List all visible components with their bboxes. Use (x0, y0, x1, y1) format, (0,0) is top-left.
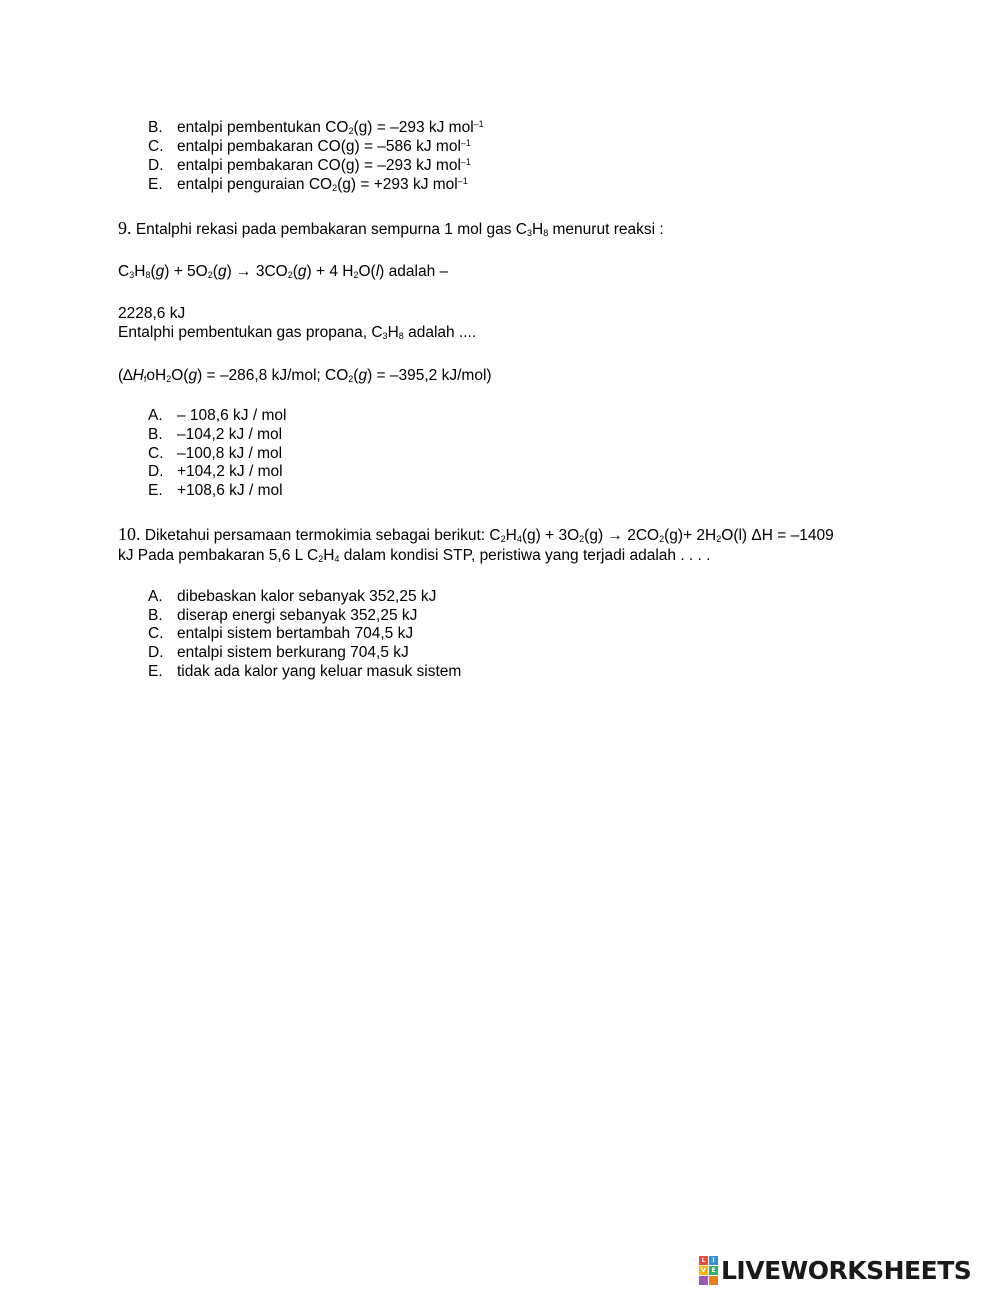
logo-cell (699, 1276, 708, 1285)
q9-stem-text: Entalphi rekasi pada pembakaran sempurna 1 mol gas $C_3H_8$ menurut reaksi : (135, 221, 664, 238)
q10-stem-line1: 10. Diketahui persamaan termokimia sebagai berikut: $C_2H_4(g) + 3O_2(g) \to 2CO_2(g)+ 2H_2O(l) \Delta H = -1409$ (118, 524, 834, 544)
q10-option-d (148, 643, 409, 662)
q10-option-b (148, 606, 417, 625)
q8-option-d (148, 156, 471, 175)
q8-option-b (148, 118, 484, 137)
brand-name: LIVEWORKSHEETS (721, 1255, 972, 1285)
option-letter: A. (148, 588, 163, 605)
logo-cell: L (699, 1256, 708, 1265)
option-letter: E. (148, 176, 163, 193)
option-text: +104,2 kJ / mol (177, 463, 283, 480)
q10-stem-text: Diketahui persamaan termokimia sebagai berikut: $C_2H_4(g) + 3O_2(g) \to 2CO_2(g)+ 2H_2O(l) \Delta H = -1409$ (144, 527, 834, 544)
option-letter: D. (148, 463, 164, 480)
option-text: –100,8 kJ / mol (177, 445, 283, 462)
logo-cell: E (709, 1266, 718, 1275)
option-letter: B. (148, 607, 163, 624)
q9-stem-line1: 9. Entalphi rekasi pada pembakaran sempurna 1 mol gas $C_3H_8$ menurut reaksi : (118, 218, 664, 238)
logo-cell: V (699, 1266, 708, 1275)
option-text: entalpi pembentukan $CO_2(g) = -293$ kJ mol$^{-1}$ (177, 119, 484, 136)
option-letter: A. (148, 407, 163, 424)
q9-reaction: $C_3H_8(g) + 5O_2(g) \to 3CO_2(g) + 4$ $H_2O(l)$ adalah – (118, 263, 449, 280)
q10-option-e (148, 662, 461, 681)
option-text: diserap energi sebanyak 352,25 kJ (177, 607, 418, 624)
option-text: – 108,6 kJ / mol (177, 407, 287, 424)
option-text: +108,6 kJ / mol (177, 482, 283, 499)
q9-option-a (148, 406, 286, 425)
q10-stem-line2: kJ Pada pembakaran 5,6 L $C_2H_4$ dalam kondisi STP, peristiwa yang terjadi adalah . . . . (118, 547, 711, 564)
option-text: tidak ada kalor yang keluar masuk sistem (177, 663, 462, 680)
option-letter: C. (148, 445, 164, 462)
option-letter: B. (148, 119, 163, 136)
q9-option-e (148, 481, 283, 500)
q9-enthalpy-value: 2228,6 kJ (118, 305, 186, 322)
q8-option-c (148, 137, 471, 156)
option-letter: C. (148, 138, 164, 155)
logo-mark-icon (699, 1256, 718, 1285)
option-text: entalpi penguraian $CO_2(g) = +293$ kJ mol$^{-1}$ (177, 176, 468, 193)
q10-option-c (148, 624, 413, 643)
liveworksheets-logo (699, 1257, 971, 1283)
option-text: entalpi pembakaran CO(g) = –293 kJ mol$^{-1}$ (177, 157, 471, 174)
q9-option-c (148, 444, 282, 463)
option-letter: D. (148, 157, 164, 174)
q9-option-d (148, 462, 283, 481)
q9-given-data: ($\Delta H_foH_2O(g) = -286,8$ kJ/mol; $CO_2(g) = -395,2$ kJ/mol) (118, 367, 492, 384)
question-number: 10 (118, 524, 136, 544)
option-letter: E. (148, 482, 163, 499)
q8-option-e (148, 175, 468, 194)
option-text: dibebaskan kalor sebanyak 352,25 kJ (177, 588, 437, 605)
option-letter: B. (148, 426, 163, 443)
option-text: entalpi sistem berkurang 704,5 kJ (177, 644, 409, 661)
logo-cell: I (709, 1256, 718, 1265)
option-text: entalpi pembakaran CO(g) = –586 kJ mol$^{-1}$ (177, 138, 471, 155)
option-letter: C. (148, 625, 164, 642)
q10-option-a (148, 587, 436, 606)
option-text: –104,2 kJ / mol (177, 426, 283, 443)
option-letter: D. (148, 644, 164, 661)
option-letter: E. (148, 663, 163, 680)
question-number: 9 (118, 218, 127, 238)
q9-question: Entalphi pembentukan gas propana, $C_3H_8$ adalah .... (118, 324, 477, 341)
q9-option-b (148, 425, 282, 444)
logo-cell (709, 1276, 718, 1285)
option-text: entalpi sistem bertambah 704,5 kJ (177, 625, 414, 642)
